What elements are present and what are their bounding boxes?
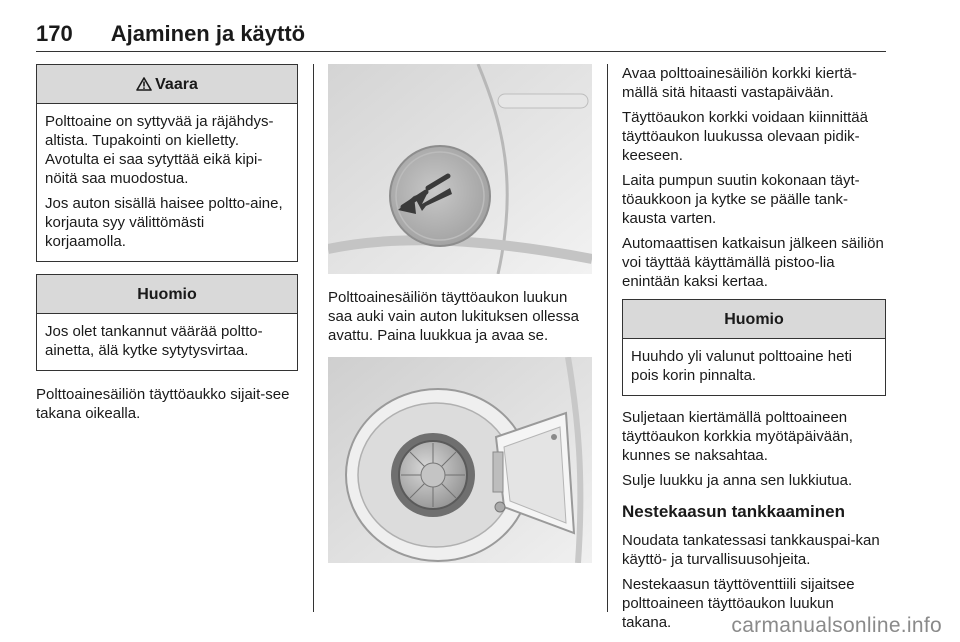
notice-box-header (37, 275, 297, 314)
column-divider-1 (313, 64, 314, 612)
notice-box (36, 274, 298, 371)
body-paragraph: Sulje luukku ja anna sen lukkiutua. (622, 472, 853, 489)
fuel-flap-closed-illustration (328, 64, 592, 274)
body-paragraph: Automaattisen katkaisun jälkeen säiliön voi täyttää käyttämällä pistoo-lia enintään kaksi kertaa. (622, 235, 884, 290)
warning-paragraph: Polttoaine on syttyvää ja räjähdys-altista. Tupakointi on kielletty. Avotulta ei saa sytyttää eikä kipi-nöitä saa muodostua. (45, 113, 274, 187)
figure-caption: Polttoainesäiliön täyttöaukon luukun saa auki vain auton lukituksen ollessa avattu. Paina luukkua ja avaa se. (328, 289, 579, 344)
warning-box-body (37, 104, 297, 261)
body-paragraph: Noudata tankatessasi tankkauspai-kan käyttö- ja turvallisuusohjeita. (622, 532, 880, 568)
body-paragraph: Nestekaasun täyttöventtiili sijaitsee polttoaineen täyttöaukon luukun takana. (622, 576, 855, 631)
notice-text: Huuhdo yli valunut polttoaine heti pois korin pinnalta. (631, 348, 852, 384)
notice-text: Jos olet tankannut väärää poltto-ainetta, älä kytke sytytysvirtaa. (45, 323, 263, 359)
notice-box (622, 299, 886, 396)
section-heading: Nestekaasun tankkaaminen (622, 502, 845, 521)
body-paragraph: Avaa polttoainesäiliön korkki kiertä-mällä sitä hitaasti vastapäivään. (622, 65, 857, 101)
warning-triangle-icon (136, 77, 152, 91)
watermark: carmanualsonline.info (731, 614, 942, 637)
notice-box-header (623, 300, 885, 339)
notice-box-body (623, 339, 885, 395)
page-number: 170 (36, 21, 73, 46)
page-header (36, 18, 886, 52)
page-title: Ajaminen ja käyttö (110, 21, 306, 46)
warning-box (36, 64, 298, 262)
fuel-flap-open-illustration (328, 357, 592, 563)
notice-box-body (37, 314, 297, 370)
warning-box-header (37, 65, 297, 104)
column-2 (328, 64, 592, 563)
body-paragraph: Laita pumpun suutin kokonaan täyt-töaukkoon ja kytke se päälle tank-kausta varten. (622, 172, 860, 227)
column-divider-2 (607, 64, 608, 612)
notice-title: Huomio (137, 285, 197, 303)
body-paragraph: Täyttöaukon korkki voidaan kiinnittää täyttöaukon luukussa olevaan pidik-keeseen. (622, 109, 868, 164)
notice-title: Huomio (724, 310, 784, 328)
body-paragraph: Suljetaan kiertämällä polttoaineen täyttöaukon korkkia myötäpäivään, kunnes se naksahtaa. (622, 409, 853, 464)
column-1 (36, 64, 298, 429)
warning-title: Vaara (155, 75, 198, 93)
warning-paragraph: Jos auton sisällä haisee poltto-aine, korjauta syy välittömästi korjaamolla. (45, 195, 283, 250)
column-3 (622, 64, 886, 638)
body-paragraph: Polttoainesäiliön täyttöaukko sijait-see takana oikealla. (36, 386, 290, 422)
